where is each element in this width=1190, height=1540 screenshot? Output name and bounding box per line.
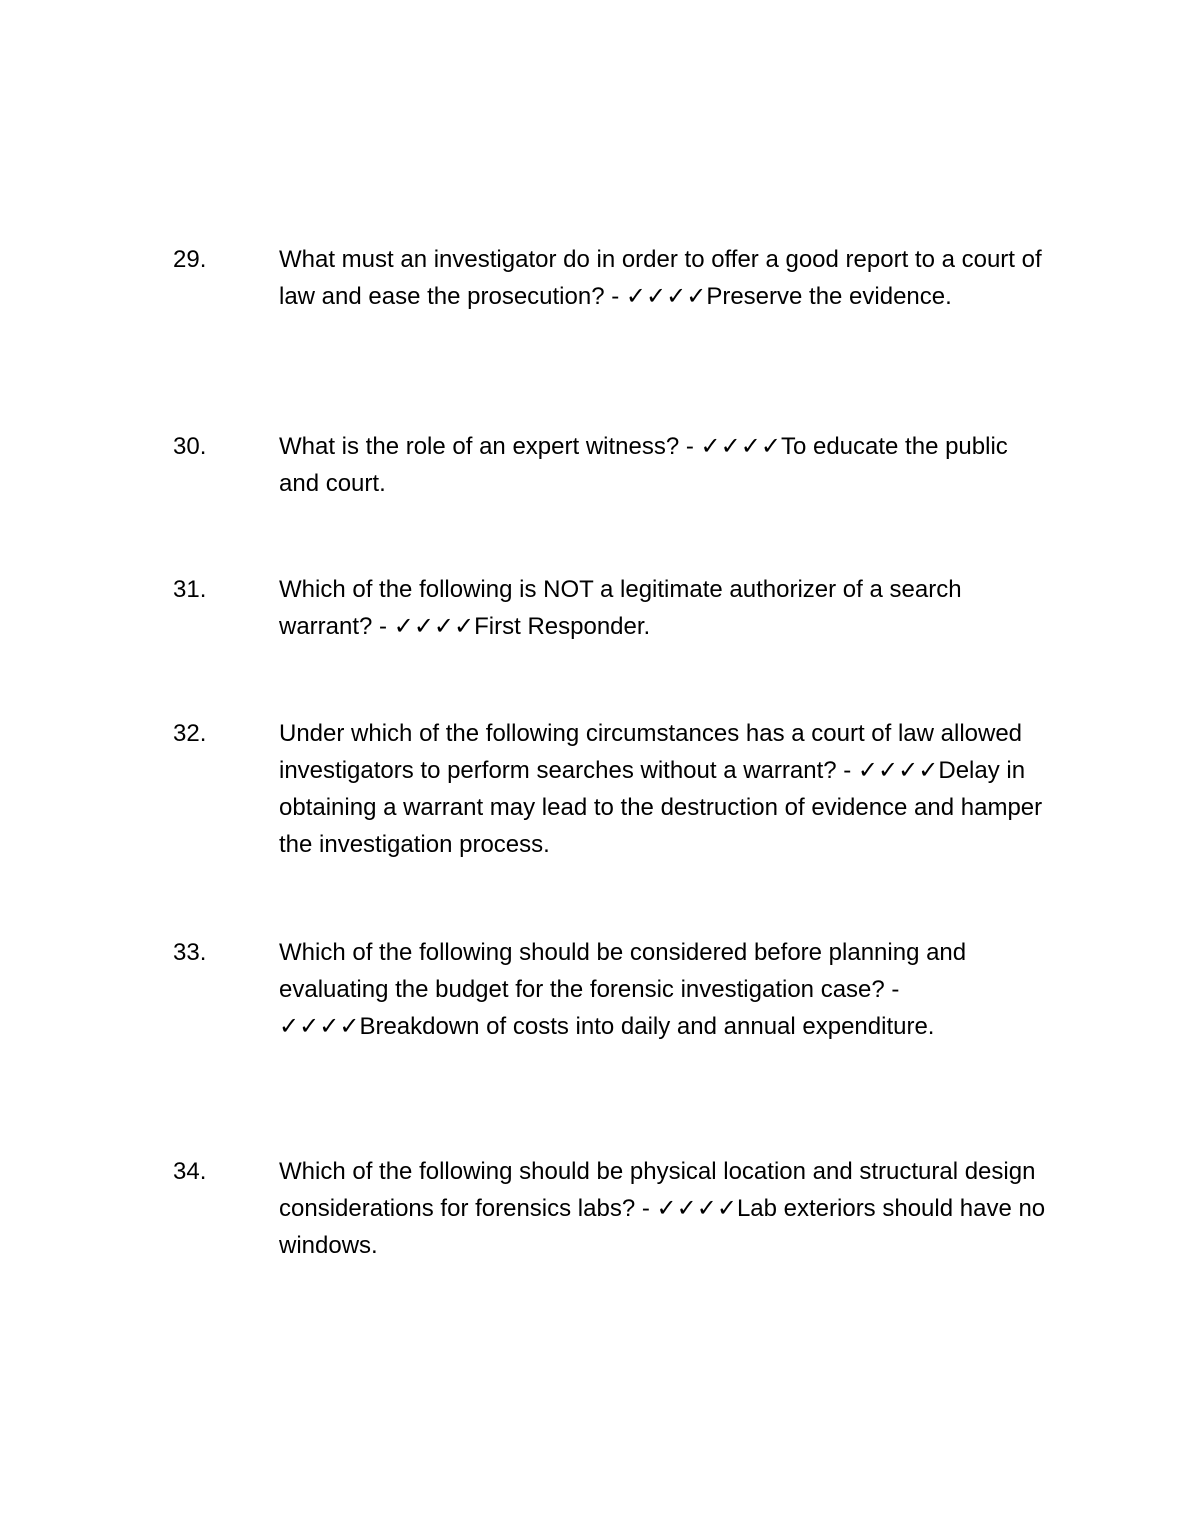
question-text: Under which of the following circumstances has a court of law allowed investigators to perform searches without a warrant? - ✓✓✓✓Delay in obtaining a warrant may lead to the destruction of evidence and hamper the investigation process.: [279, 720, 1043, 858]
question-text: Which of the following should be considered before planning and evaluating the budget for the forensic investigation case? - ✓✓✓✓Breakdown of costs into daily and annual expenditure.: [279, 939, 967, 1040]
question-item: [173, 428, 1053, 502]
question-text: What must an investigator do in order to offer a good report to a court of law and ease the prosecution? - ✓✓✓✓Preserve the evidence.: [279, 246, 1042, 310]
question-item: [173, 571, 1053, 645]
question-item: [173, 1153, 1053, 1264]
question-number: 31.: [173, 576, 207, 603]
question-text: Which of the following is NOT a legitimate authorizer of a search warrant? - ✓✓✓✓First Responder.: [279, 576, 962, 640]
question-number: 34.: [173, 1158, 207, 1185]
question-item: [173, 934, 1053, 1045]
question-number: 29.: [173, 246, 207, 273]
question-number: 32.: [173, 720, 207, 747]
question-item: [173, 715, 1053, 863]
question-number: 33.: [173, 939, 207, 966]
question-text: Which of the following should be physical location and structural design considerations for forensics labs? - ✓✓✓✓Lab exteriors should have no windows.: [279, 1158, 1046, 1259]
question-text: What is the role of an expert witness? - ✓✓✓✓To educate the public and court.: [279, 433, 1008, 497]
question-number: 30.: [173, 433, 207, 460]
question-item: [173, 241, 1053, 315]
